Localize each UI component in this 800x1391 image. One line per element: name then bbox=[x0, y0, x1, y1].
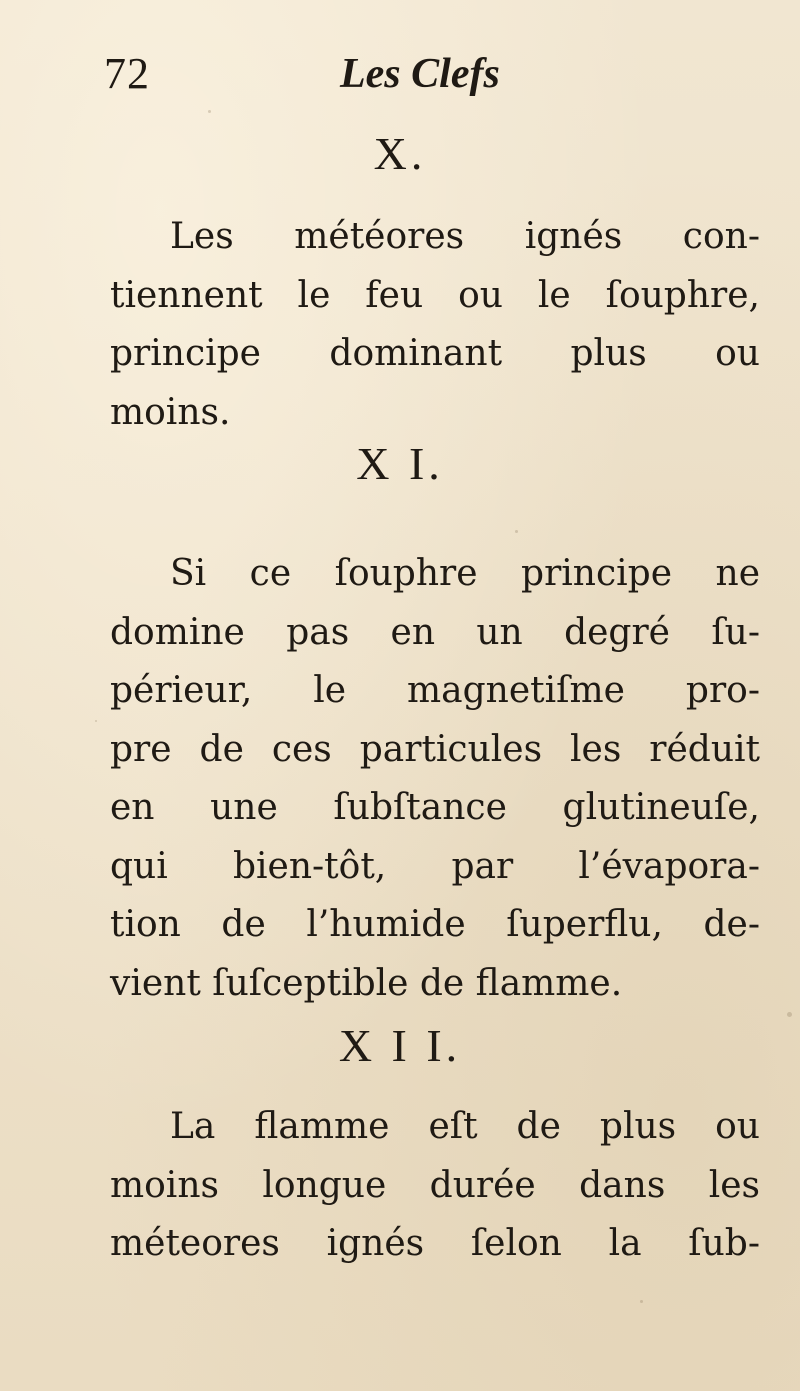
paragraph-x bbox=[110, 208, 760, 442]
paper-speck bbox=[208, 110, 211, 113]
text-line: La flamme eſt de plus ou bbox=[170, 1106, 760, 1147]
text-line: principe dominant plus ou bbox=[110, 333, 760, 374]
running-head: Les Clefs bbox=[340, 51, 500, 97]
text-line: moins. bbox=[110, 391, 231, 433]
text-line: en une ſubſtance glutineuſe, bbox=[110, 787, 760, 828]
paragraph-xi bbox=[110, 545, 760, 1013]
paper-speck bbox=[515, 530, 518, 533]
section-heading-x: X. bbox=[373, 128, 427, 179]
text-line: pre de ces particules les réduit bbox=[110, 728, 760, 770]
text-line: tion de l’humide ſuperflu, de- bbox=[110, 904, 760, 945]
text-line: qui bien-tôt, par l’évapora- bbox=[110, 845, 760, 887]
paper-speck bbox=[95, 720, 97, 722]
text-line: domine pas en un degré ſu- bbox=[110, 611, 760, 653]
paper-speck bbox=[787, 1012, 792, 1017]
page-header bbox=[0, 44, 800, 104]
section-heading-xi: X I. bbox=[356, 438, 444, 489]
paper-speck bbox=[640, 1300, 643, 1303]
text-line: Si ce ſouphre principe ne bbox=[170, 553, 760, 594]
text-line: tiennent le feu ou le ſouphre, bbox=[110, 274, 760, 316]
text-line: vient ſuſceptible de flamme. bbox=[110, 962, 623, 1004]
section-heading-xii: X I I. bbox=[338, 1020, 462, 1071]
page-number: 72 bbox=[104, 49, 150, 98]
text-line: méteores ignés ſelon la ſub- bbox=[110, 1223, 760, 1264]
paragraph-xii bbox=[110, 1098, 760, 1274]
text-line: Les météores ignés con- bbox=[170, 216, 760, 257]
text-line: périeur, le magnetiſme pro- bbox=[110, 670, 760, 711]
text-line: moins longue durée dans les bbox=[110, 1164, 760, 1206]
